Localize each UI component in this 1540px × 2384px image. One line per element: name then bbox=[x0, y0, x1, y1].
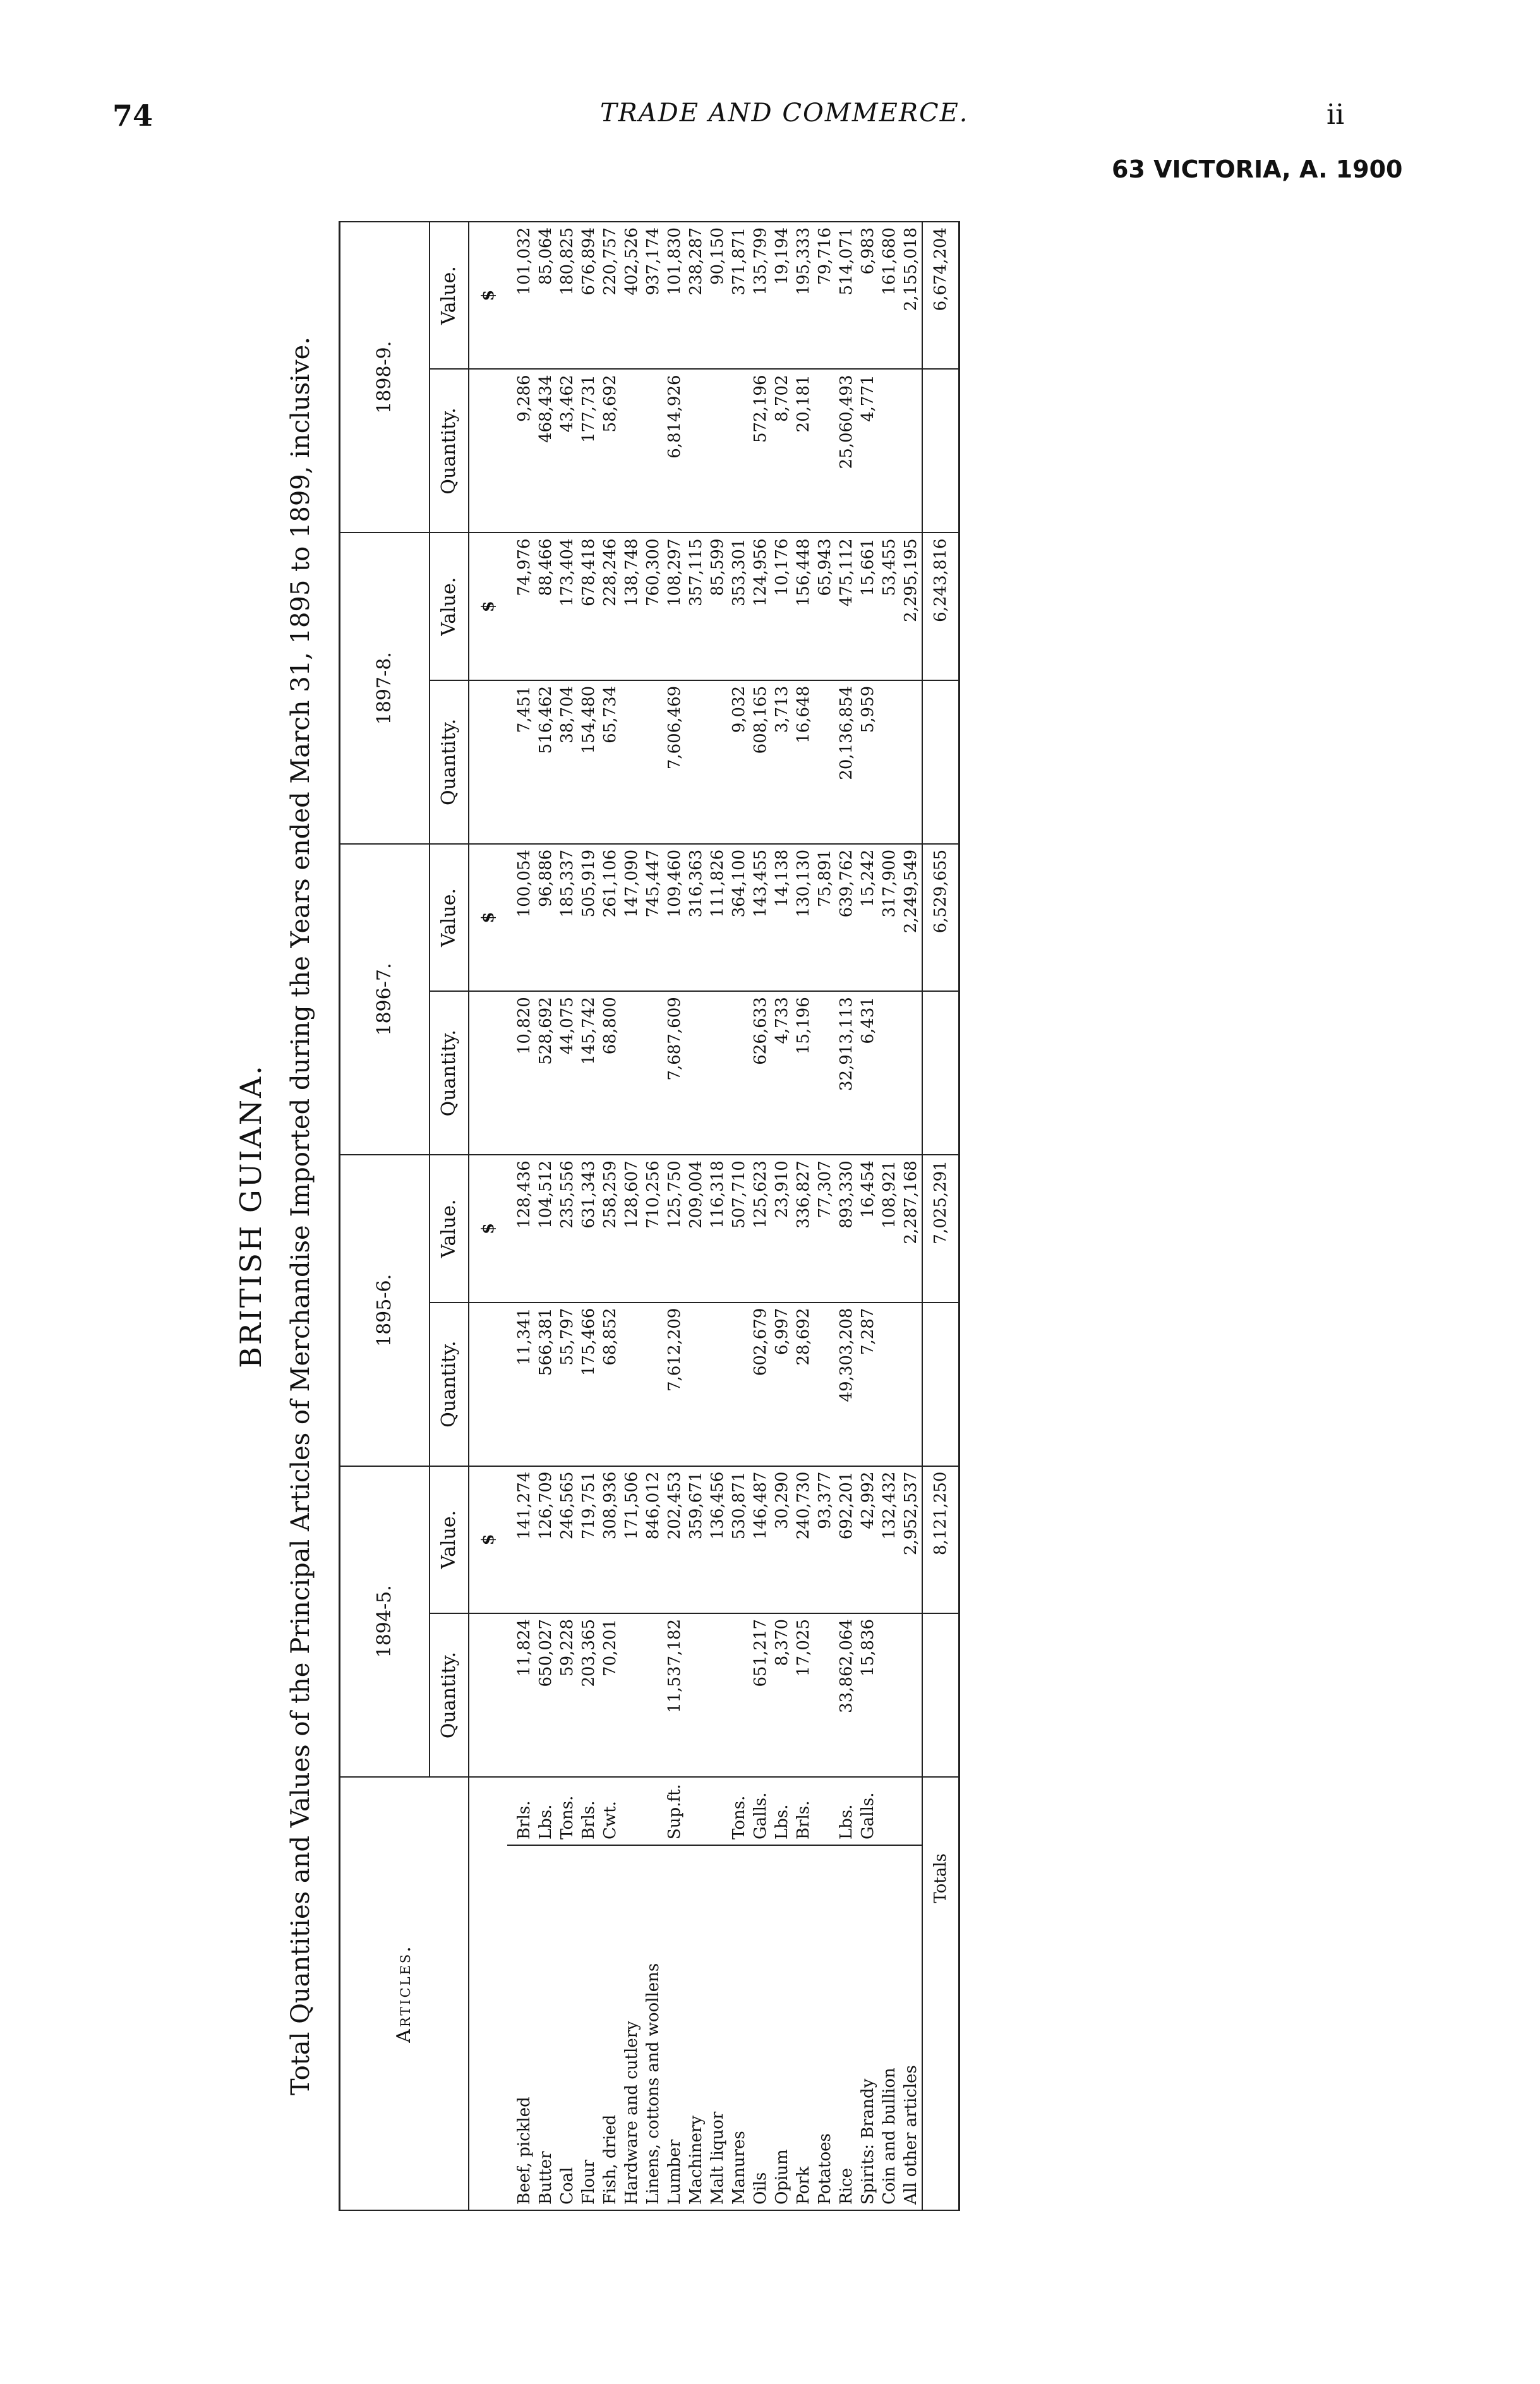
value-cell: 116,318 bbox=[707, 1155, 728, 1302]
table-row bbox=[750, 222, 771, 2210]
quantity-cell: 650,027 bbox=[535, 1613, 556, 1777]
unit-label bbox=[814, 1777, 836, 1845]
quantity-cell bbox=[814, 369, 836, 533]
quantity-cell bbox=[685, 1303, 707, 1466]
value-cell: 125,750 bbox=[664, 1155, 685, 1302]
quantity-cell bbox=[685, 1613, 707, 1777]
value-cell: 308,936 bbox=[599, 1466, 621, 1613]
table-row bbox=[728, 222, 750, 2210]
value-cell: 161,680 bbox=[879, 222, 900, 369]
quantity-cell: 175,466 bbox=[578, 1303, 599, 1466]
year-header: 1898-9. bbox=[340, 222, 430, 533]
quantity-cell: 58,692 bbox=[599, 369, 621, 533]
quantity-cell: 6,997 bbox=[771, 1303, 793, 1466]
article-name: Oils bbox=[750, 1845, 771, 2210]
value-cell: 676,894 bbox=[578, 222, 599, 369]
quantity-cell: 9,286 bbox=[507, 369, 535, 533]
quantity-cell: 177,731 bbox=[578, 369, 599, 533]
value-cell: 317,900 bbox=[879, 844, 900, 991]
unit-label bbox=[685, 1777, 707, 1845]
quantity-cell bbox=[900, 1613, 922, 1777]
quantity-cell: 16,648 bbox=[793, 680, 814, 844]
quantity-cell bbox=[642, 369, 664, 533]
article-name: Linens, cottons and woollens bbox=[642, 1845, 664, 2210]
value-cell: 65,943 bbox=[814, 533, 836, 680]
total-cell: 6,529,655 bbox=[922, 844, 959, 991]
value-cell: 893,330 bbox=[836, 1155, 857, 1302]
unit-label: Tons. bbox=[556, 1777, 578, 1845]
article-name: Potatoes bbox=[814, 1845, 836, 2210]
value-cell: 90,150 bbox=[707, 222, 728, 369]
value-cell: 228,246 bbox=[599, 533, 621, 680]
table-row bbox=[857, 222, 879, 2210]
quantity-cell bbox=[814, 991, 836, 1155]
article-name: Machinery bbox=[685, 1845, 707, 2210]
quantity-cell: 203,365 bbox=[578, 1613, 599, 1777]
quantity-cell: 38,704 bbox=[556, 680, 578, 844]
value-cell: 639,762 bbox=[836, 844, 857, 991]
table-row bbox=[685, 222, 707, 2210]
value-cell: 745,447 bbox=[642, 844, 664, 991]
value-cell: 846,012 bbox=[642, 1466, 664, 1613]
value-cell: 96,886 bbox=[535, 844, 556, 991]
value-cell: 146,487 bbox=[750, 1466, 771, 1613]
value-cell: 100,054 bbox=[507, 844, 535, 991]
value-cell: 2,287,168 bbox=[900, 1155, 922, 1302]
total-cell bbox=[922, 369, 959, 533]
quantity-cell bbox=[900, 1303, 922, 1466]
rotated-table-block bbox=[234, 221, 1409, 2211]
quantity-cell: 33,862,064 bbox=[836, 1613, 857, 1777]
quantity-cell bbox=[814, 1303, 836, 1466]
article-name: All other articles bbox=[900, 1845, 922, 2210]
value-cell: 108,297 bbox=[664, 533, 685, 680]
value-cell: 402,526 bbox=[621, 222, 642, 369]
value-cell: 156,448 bbox=[793, 533, 814, 680]
quantity-cell: 608,165 bbox=[750, 680, 771, 844]
value-cell: 101,830 bbox=[664, 222, 685, 369]
value-cell: 143,455 bbox=[750, 844, 771, 991]
value-header: Value. bbox=[430, 1466, 469, 1613]
quantity-cell: 154,480 bbox=[578, 680, 599, 844]
currency-symbol: $ bbox=[469, 222, 507, 369]
value-cell: 19,194 bbox=[771, 222, 793, 369]
quantity-cell: 70,201 bbox=[599, 1613, 621, 1777]
year-header: 1896-7. bbox=[340, 844, 430, 1155]
table-row bbox=[664, 222, 685, 2210]
table-caption bbox=[234, 221, 317, 2211]
unit-label bbox=[900, 1777, 922, 1845]
quantity-cell: 20,136,854 bbox=[836, 680, 857, 844]
quantity-cell: 468,434 bbox=[535, 369, 556, 533]
quantity-cell bbox=[642, 680, 664, 844]
value-cell: 235,556 bbox=[556, 1155, 578, 1302]
value-cell: 14,138 bbox=[771, 844, 793, 991]
value-cell: 74,976 bbox=[507, 533, 535, 680]
table-title: Total Quantities and Values of the Principal Articles of Merchandise Imported during the Years ended March 31, 1895 to 1899, inclusive. bbox=[286, 337, 315, 2095]
unit-label: Brls. bbox=[793, 1777, 814, 1845]
value-cell: 53,455 bbox=[879, 533, 900, 680]
unit-label bbox=[707, 1777, 728, 1845]
quantity-cell: 145,742 bbox=[578, 991, 599, 1155]
quantity-cell bbox=[707, 1303, 728, 1466]
total-cell: 7,025,291 bbox=[922, 1155, 959, 1302]
article-name: Hardware and cutlery bbox=[621, 1845, 642, 2210]
country-heading: BRITISH GUIANA. bbox=[234, 1064, 268, 1368]
quantity-cell: 7,687,609 bbox=[664, 991, 685, 1155]
blank-cell bbox=[469, 991, 507, 1155]
value-cell: 719,751 bbox=[578, 1466, 599, 1613]
quantity-cell bbox=[621, 1613, 642, 1777]
value-cell: 258,259 bbox=[599, 1155, 621, 1302]
quantity-cell: 8,702 bbox=[771, 369, 793, 533]
quantity-cell bbox=[621, 680, 642, 844]
value-cell: 2,155,018 bbox=[900, 222, 922, 369]
totals-row bbox=[922, 222, 959, 2210]
article-name: Pork bbox=[793, 1845, 814, 2210]
totals-label: Totals bbox=[922, 1777, 959, 2210]
currency-symbol: $ bbox=[469, 1466, 507, 1613]
unit-label: Brls. bbox=[507, 1777, 535, 1845]
quantity-cell: 20,181 bbox=[793, 369, 814, 533]
value-cell: 357,115 bbox=[685, 533, 707, 680]
value-cell: 2,952,537 bbox=[900, 1466, 922, 1613]
value-cell: 10,176 bbox=[771, 533, 793, 680]
unit-label: Lbs. bbox=[771, 1777, 793, 1845]
quantity-cell: 7,287 bbox=[857, 1303, 879, 1466]
quantity-cell: 7,451 bbox=[507, 680, 535, 844]
quantity-cell bbox=[685, 369, 707, 533]
value-cell: 141,274 bbox=[507, 1466, 535, 1613]
table-row bbox=[814, 222, 836, 2210]
value-cell: 336,827 bbox=[793, 1155, 814, 1302]
total-cell bbox=[922, 680, 959, 844]
article-name: Beef, pickled bbox=[507, 1845, 535, 2210]
quantity-cell: 68,852 bbox=[599, 1303, 621, 1466]
value-cell: 937,174 bbox=[642, 222, 664, 369]
value-cell: 109,460 bbox=[664, 844, 685, 991]
quantity-cell: 6,814,926 bbox=[664, 369, 685, 533]
table-row bbox=[578, 222, 599, 2210]
blank-cell bbox=[469, 1777, 507, 2210]
quantity-cell: 528,692 bbox=[535, 991, 556, 1155]
quantity-cell bbox=[685, 680, 707, 844]
quantity-cell: 7,612,209 bbox=[664, 1303, 685, 1466]
table-row bbox=[879, 222, 900, 2210]
quantity-cell bbox=[900, 680, 922, 844]
value-cell: 135,799 bbox=[750, 222, 771, 369]
value-cell: 202,453 bbox=[664, 1466, 685, 1613]
total-cell bbox=[922, 1303, 959, 1466]
value-cell: 505,919 bbox=[578, 844, 599, 991]
quantity-cell bbox=[621, 1303, 642, 1466]
value-cell: 2,249,549 bbox=[900, 844, 922, 991]
table-row bbox=[900, 222, 922, 2210]
value-cell: 364,100 bbox=[728, 844, 750, 991]
quantity-cell: 10,820 bbox=[507, 991, 535, 1155]
quantity-cell: 59,228 bbox=[556, 1613, 578, 1777]
quantity-cell bbox=[707, 680, 728, 844]
value-cell: 79,716 bbox=[814, 222, 836, 369]
blank-cell bbox=[469, 1303, 507, 1466]
quantity-cell bbox=[900, 991, 922, 1155]
article-name: Opium bbox=[771, 1845, 793, 2210]
unit-label: Galls. bbox=[857, 1777, 879, 1845]
quantity-cell: 68,800 bbox=[599, 991, 621, 1155]
quantity-cell: 9,032 bbox=[728, 680, 750, 844]
quantity-header: Quantity. bbox=[430, 991, 469, 1155]
article-name: Rice bbox=[836, 1845, 857, 2210]
article-name: Malt liquor bbox=[707, 1845, 728, 2210]
value-header: Value. bbox=[430, 844, 469, 991]
currency-symbol: $ bbox=[469, 844, 507, 991]
value-cell: 220,757 bbox=[599, 222, 621, 369]
article-name: Spirits: Brandy bbox=[857, 1845, 879, 2210]
value-cell: 88,466 bbox=[535, 533, 556, 680]
value-cell: 240,730 bbox=[793, 1466, 814, 1613]
value-cell: 124,956 bbox=[750, 533, 771, 680]
value-cell: 209,004 bbox=[685, 1155, 707, 1302]
table-row bbox=[836, 222, 857, 2210]
value-cell: 507,710 bbox=[728, 1155, 750, 1302]
quantity-cell: 15,836 bbox=[857, 1613, 879, 1777]
quantity-cell bbox=[642, 1303, 664, 1466]
quantity-cell bbox=[879, 680, 900, 844]
quantity-cell bbox=[879, 1303, 900, 1466]
unit-label: Brls. bbox=[578, 1777, 599, 1845]
imports-table bbox=[339, 221, 960, 2211]
value-cell: 93,377 bbox=[814, 1466, 836, 1613]
session-label: 63 VICTORIA, A. 1900 bbox=[1112, 155, 1403, 183]
quantity-cell: 516,462 bbox=[535, 680, 556, 844]
value-cell: 514,071 bbox=[836, 222, 857, 369]
year-header: 1894-5. bbox=[340, 1466, 430, 1777]
quantity-cell bbox=[728, 369, 750, 533]
quantity-header: Quantity. bbox=[430, 680, 469, 844]
table-row bbox=[599, 222, 621, 2210]
table-row bbox=[707, 222, 728, 2210]
value-cell: 6,983 bbox=[857, 222, 879, 369]
quantity-cell: 11,537,182 bbox=[664, 1613, 685, 1777]
value-cell: 316,363 bbox=[685, 844, 707, 991]
value-cell: 171,506 bbox=[621, 1466, 642, 1613]
quantity-cell bbox=[621, 369, 642, 533]
quantity-cell: 8,370 bbox=[771, 1613, 793, 1777]
quantity-cell bbox=[728, 991, 750, 1155]
unit-label: Lbs. bbox=[836, 1777, 857, 1845]
quantity-cell bbox=[879, 1613, 900, 1777]
value-cell: 108,921 bbox=[879, 1155, 900, 1302]
quantity-cell: 44,075 bbox=[556, 991, 578, 1155]
quantity-cell: 32,913,113 bbox=[836, 991, 857, 1155]
table-row bbox=[535, 222, 556, 2210]
value-cell: 246,565 bbox=[556, 1466, 578, 1613]
quantity-cell: 626,633 bbox=[750, 991, 771, 1155]
quantity-cell bbox=[728, 1303, 750, 1466]
value-cell: 147,090 bbox=[621, 844, 642, 991]
quantity-cell: 65,734 bbox=[599, 680, 621, 844]
value-cell: 30,290 bbox=[771, 1466, 793, 1613]
table-row bbox=[621, 222, 642, 2210]
quantity-cell bbox=[814, 1613, 836, 1777]
articles-header: Articles. bbox=[340, 1777, 469, 2210]
blank-cell bbox=[469, 680, 507, 844]
value-cell: 128,436 bbox=[507, 1155, 535, 1302]
value-cell: 2,295,195 bbox=[900, 533, 922, 680]
value-cell: 85,599 bbox=[707, 533, 728, 680]
value-cell: 42,992 bbox=[857, 1466, 879, 1613]
blank-cell bbox=[469, 1613, 507, 1777]
currency-symbol: $ bbox=[469, 533, 507, 680]
quantity-cell: 55,797 bbox=[556, 1303, 578, 1466]
value-cell: 530,871 bbox=[728, 1466, 750, 1613]
value-cell: 238,287 bbox=[685, 222, 707, 369]
table-row bbox=[771, 222, 793, 2210]
unit-label bbox=[621, 1777, 642, 1845]
quantity-cell: 4,733 bbox=[771, 991, 793, 1155]
unit-label: Lbs. bbox=[535, 1777, 556, 1845]
unit-label bbox=[879, 1777, 900, 1845]
quantity-cell: 6,431 bbox=[857, 991, 879, 1155]
quantity-cell: 11,824 bbox=[507, 1613, 535, 1777]
value-cell: 23,910 bbox=[771, 1155, 793, 1302]
value-cell: 130,130 bbox=[793, 844, 814, 991]
value-cell: 760,300 bbox=[642, 533, 664, 680]
value-cell: 353,301 bbox=[728, 533, 750, 680]
value-cell: 359,671 bbox=[685, 1466, 707, 1613]
quantity-cell bbox=[621, 991, 642, 1155]
total-cell: 6,674,204 bbox=[922, 222, 959, 369]
value-cell: 631,343 bbox=[578, 1155, 599, 1302]
page-number: 74 bbox=[112, 99, 153, 133]
year-header: 1895-6. bbox=[340, 1155, 430, 1466]
unit-label: Tons. bbox=[728, 1777, 750, 1845]
unit-label: Galls. bbox=[750, 1777, 771, 1845]
table-row bbox=[556, 222, 578, 2210]
total-cell: 8,121,250 bbox=[922, 1466, 959, 1613]
value-cell: 125,623 bbox=[750, 1155, 771, 1302]
part-mark: ii bbox=[1326, 99, 1345, 131]
value-cell: 710,256 bbox=[642, 1155, 664, 1302]
table-row bbox=[793, 222, 814, 2210]
article-name: Butter bbox=[535, 1845, 556, 2210]
article-name: Flour bbox=[578, 1845, 599, 2210]
quantity-cell bbox=[707, 369, 728, 533]
unit-label bbox=[642, 1777, 664, 1845]
value-cell: 77,307 bbox=[814, 1155, 836, 1302]
quantity-header: Quantity. bbox=[430, 1613, 469, 1777]
quantity-cell bbox=[707, 1613, 728, 1777]
value-cell: 261,106 bbox=[599, 844, 621, 991]
quantity-cell: 43,462 bbox=[556, 369, 578, 533]
quantity-cell bbox=[685, 991, 707, 1155]
value-cell: 185,337 bbox=[556, 844, 578, 991]
quantity-cell bbox=[900, 369, 922, 533]
quantity-cell bbox=[642, 1613, 664, 1777]
table-row bbox=[507, 222, 535, 2210]
value-header: Value. bbox=[430, 222, 469, 369]
value-cell: 692,201 bbox=[836, 1466, 857, 1613]
value-cell: 15,661 bbox=[857, 533, 879, 680]
value-cell: 15,242 bbox=[857, 844, 879, 991]
article-name: Coin and bullion bbox=[879, 1845, 900, 2210]
value-header: Value. bbox=[430, 1155, 469, 1302]
quantity-cell: 602,679 bbox=[750, 1303, 771, 1466]
value-cell: 16,454 bbox=[857, 1155, 879, 1302]
quantity-cell: 651,217 bbox=[750, 1613, 771, 1777]
value-cell: 126,709 bbox=[535, 1466, 556, 1613]
quantity-cell bbox=[879, 991, 900, 1155]
value-cell: 678,418 bbox=[578, 533, 599, 680]
quantity-cell: 572,196 bbox=[750, 369, 771, 533]
value-cell: 195,333 bbox=[793, 222, 814, 369]
value-cell: 104,512 bbox=[535, 1155, 556, 1302]
quantity-cell bbox=[728, 1613, 750, 1777]
running-title: TRADE AND COMMERCE. bbox=[600, 99, 969, 128]
quantity-cell bbox=[879, 369, 900, 533]
quantity-header: Quantity. bbox=[430, 1303, 469, 1466]
blank-cell bbox=[469, 369, 507, 533]
quantity-cell: 28,692 bbox=[793, 1303, 814, 1466]
quantity-cell bbox=[814, 680, 836, 844]
table-row bbox=[642, 222, 664, 2210]
value-cell: 475,112 bbox=[836, 533, 857, 680]
value-cell: 371,871 bbox=[728, 222, 750, 369]
value-cell: 138,748 bbox=[621, 533, 642, 680]
quantity-cell: 5,959 bbox=[857, 680, 879, 844]
value-cell: 101,032 bbox=[507, 222, 535, 369]
unit-label: Sup.ft. bbox=[664, 1777, 685, 1845]
value-cell: 132,432 bbox=[879, 1466, 900, 1613]
currency-row bbox=[469, 222, 507, 2210]
article-name: Coal bbox=[556, 1845, 578, 2210]
quantity-cell: 15,196 bbox=[793, 991, 814, 1155]
quantity-cell bbox=[642, 991, 664, 1155]
value-header: Value. bbox=[430, 533, 469, 680]
value-cell: 173,404 bbox=[556, 533, 578, 680]
value-cell: 85,064 bbox=[535, 222, 556, 369]
quantity-cell: 4,771 bbox=[857, 369, 879, 533]
value-cell: 136,456 bbox=[707, 1466, 728, 1613]
total-cell bbox=[922, 1613, 959, 1777]
year-header: 1897-8. bbox=[340, 533, 430, 844]
value-cell: 128,607 bbox=[621, 1155, 642, 1302]
table-body bbox=[469, 222, 959, 2210]
article-name: Manures bbox=[728, 1845, 750, 2210]
quantity-cell: 11,341 bbox=[507, 1303, 535, 1466]
quantity-cell: 566,381 bbox=[535, 1303, 556, 1466]
quantity-cell: 49,303,208 bbox=[836, 1303, 857, 1466]
value-cell: 180,825 bbox=[556, 222, 578, 369]
quantity-cell bbox=[707, 991, 728, 1155]
total-cell: 6,243,816 bbox=[922, 533, 959, 680]
article-name: Fish, dried bbox=[599, 1845, 621, 2210]
article-name: Lumber bbox=[664, 1845, 685, 2210]
quantity-header: Quantity. bbox=[430, 369, 469, 533]
value-cell: 111,826 bbox=[707, 844, 728, 991]
currency-symbol: $ bbox=[469, 1155, 507, 1302]
quantity-cell: 25,060,493 bbox=[836, 369, 857, 533]
quantity-cell: 7,606,469 bbox=[664, 680, 685, 844]
quantity-cell: 17,025 bbox=[793, 1613, 814, 1777]
value-cell: 75,891 bbox=[814, 844, 836, 991]
total-cell bbox=[922, 991, 959, 1155]
unit-label: Cwt. bbox=[599, 1777, 621, 1845]
quantity-cell: 3,713 bbox=[771, 680, 793, 844]
